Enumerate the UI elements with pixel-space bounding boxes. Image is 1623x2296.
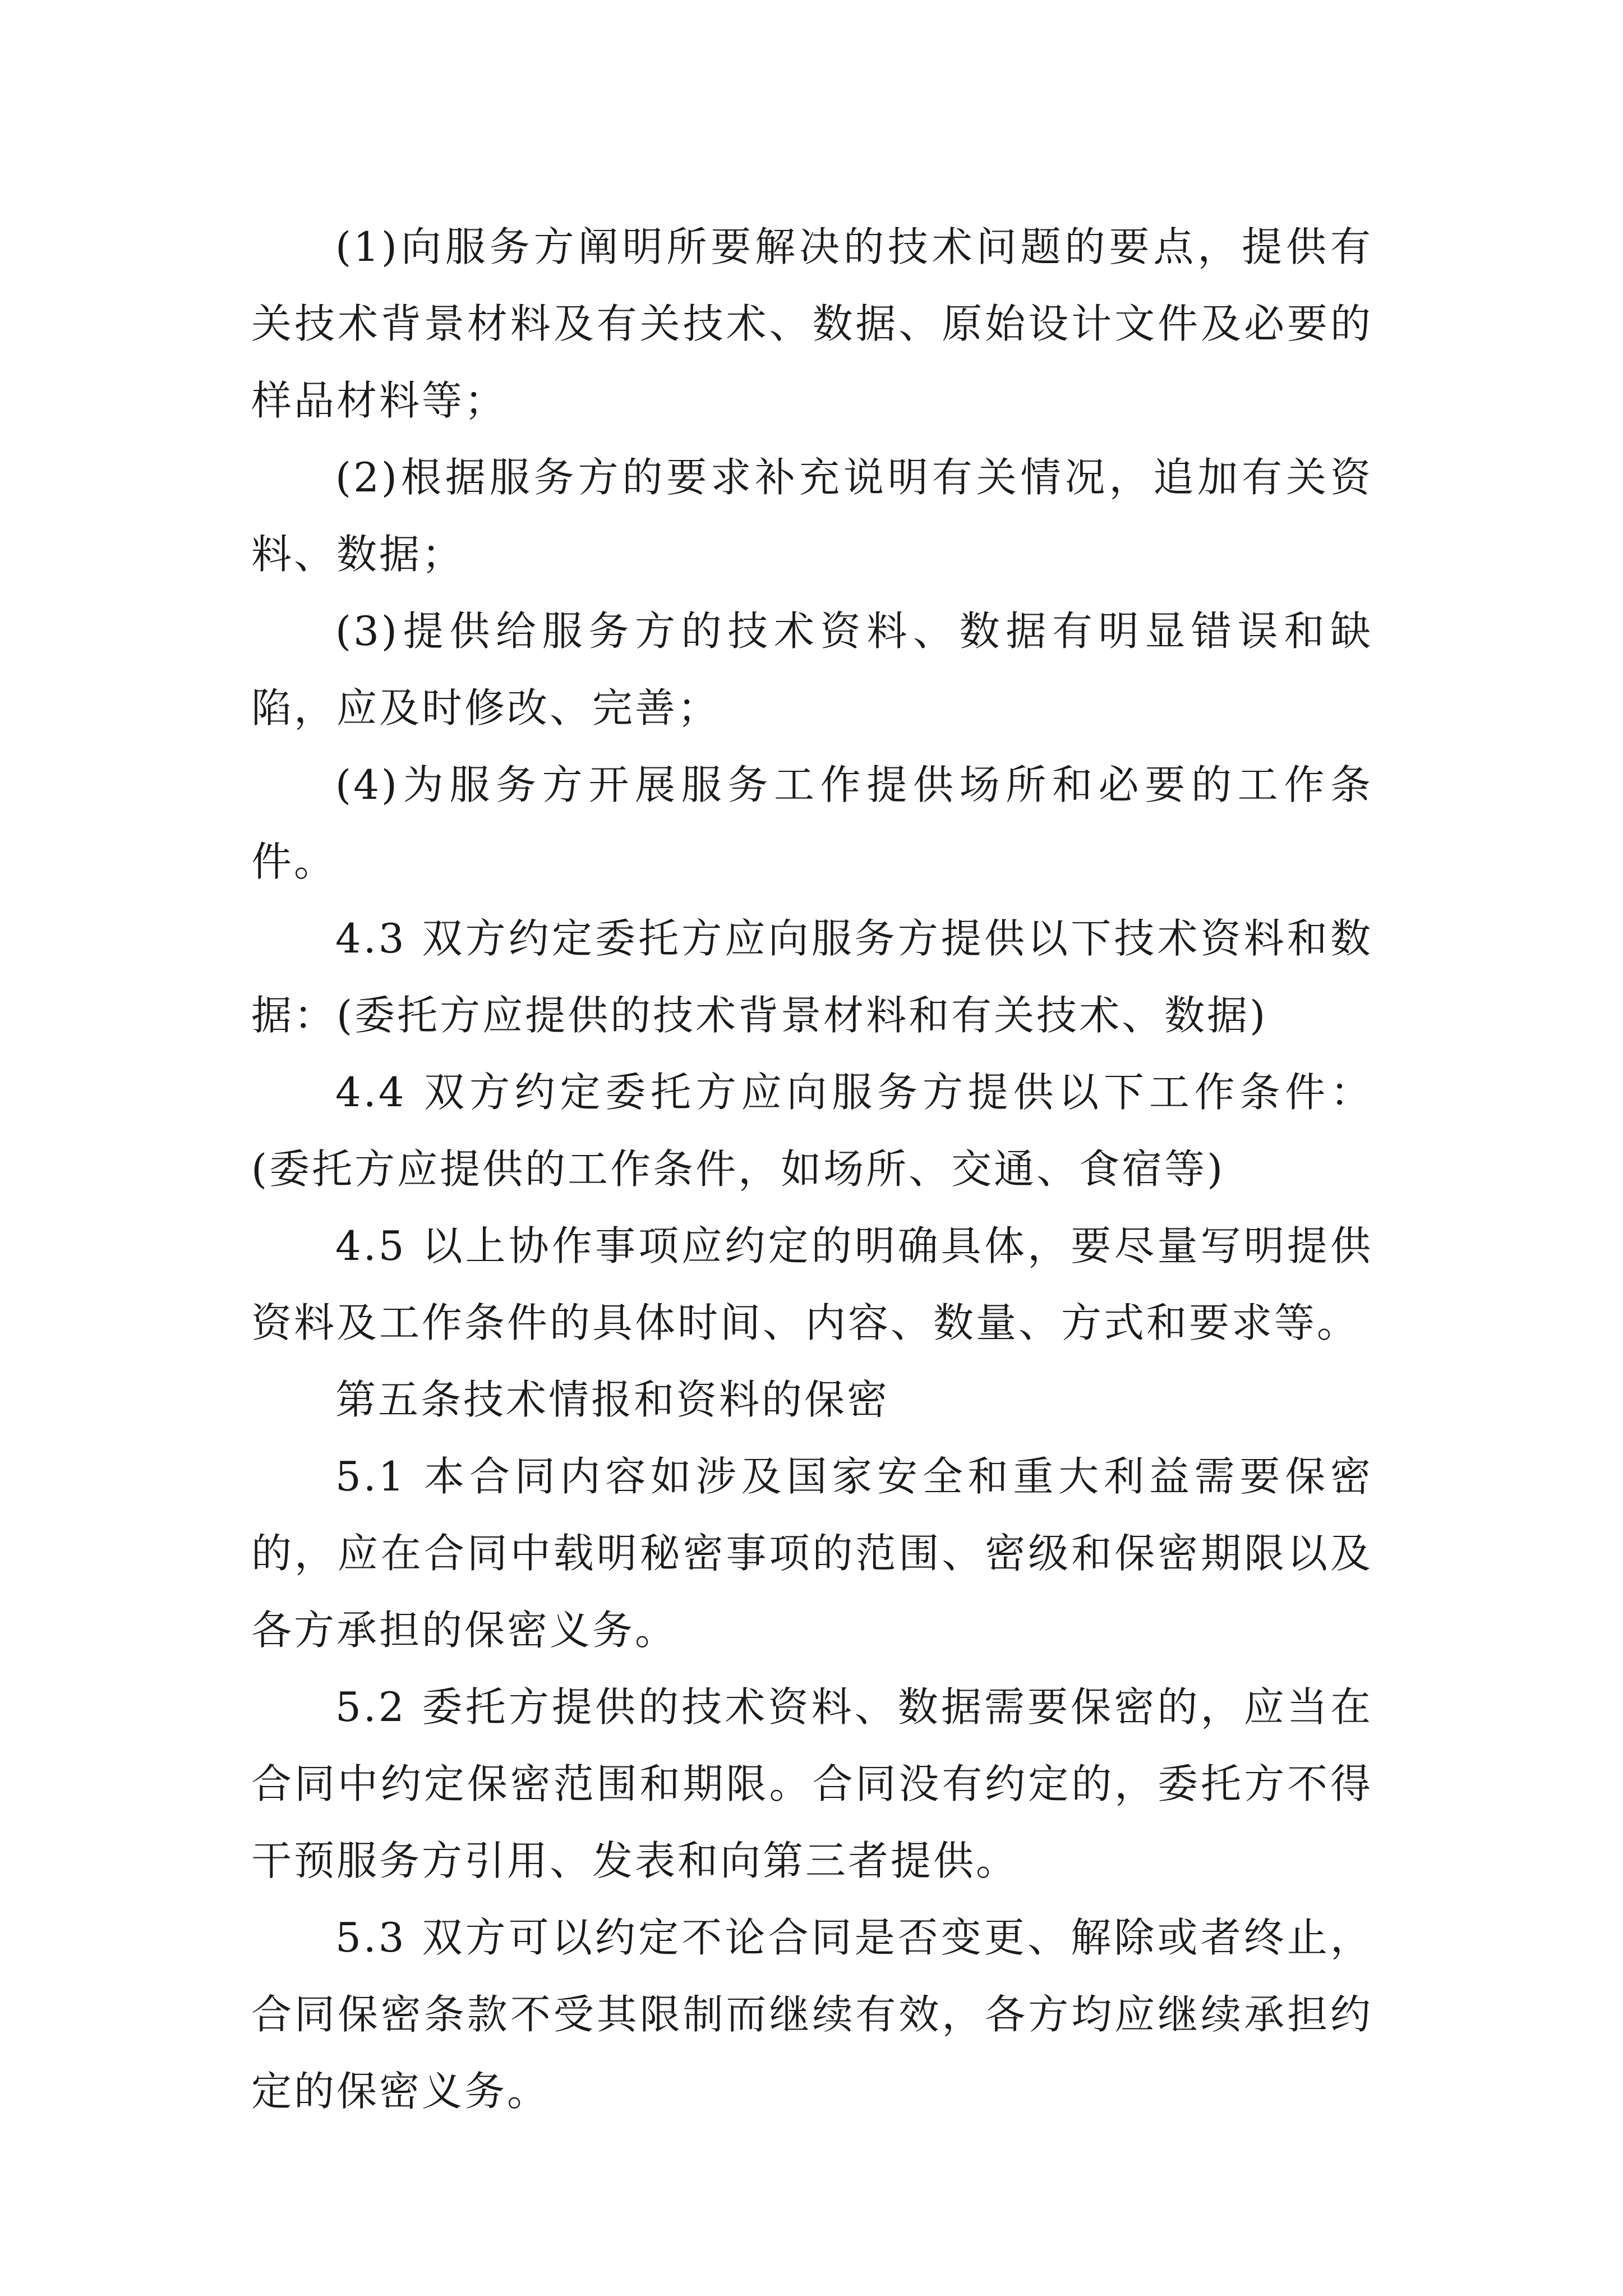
paragraph-item-3: (3)提供给服务方的技术资料、数据有明显错误和缺陷，应及时修改、完善； xyxy=(251,608,1373,731)
paragraph-item-1: (1)向服务方阐明所要解决的技术问题的要点，提供有关技术背景材料及有关技术、数据、原始设计文件及必要的样品材料等； xyxy=(251,223,1373,424)
document-body xyxy=(251,209,1373,2130)
paragraph-clause-5-3: 5.3 双方可以约定不论合同是否变更、解除或者终止，合同保密条款不受其限制而继续有效，各方均应继续承担约定的保密义务。 xyxy=(251,1914,1373,2115)
paragraph-clause-4-3: 4.3 双方约定委托方应向服务方提供以下技术资料和数据：(委托方应提供的技术背景材料和有关技术、数据) xyxy=(251,915,1373,1039)
paragraph-clause-5-1: 5.1 本合同内容如涉及国家安全和重大利益需要保密的，应在合同中载明秘密事项的范围、密级和保密期限以及各方承担的保密义务。 xyxy=(251,1453,1373,1654)
paragraph-item-2: (2)根据服务方的要求补充说明有关情况，追加有关资料、数据； xyxy=(251,454,1373,578)
paragraph-clause-4-5: 4.5 以上协作事项应约定的明确具体，要尽量写明提供资料及工作条件的具体时间、内容、数量、方式和要求等。 xyxy=(251,1222,1373,1346)
paragraph-clause-4-4: 4.4 双方约定委托方应向服务方提供以下工作条件：(委托方应提供的工作条件，如场所、交通、食宿等) xyxy=(251,1069,1373,1193)
section-heading-article-5: 第五条技术情报和资料的保密 xyxy=(335,1376,890,1423)
paragraph-item-4: (4)为服务方开展服务工作提供场所和必要的工作条件。 xyxy=(251,761,1373,885)
paragraph-clause-5-2: 5.2 委托方提供的技术资料、数据需要保密的，应当在合同中约定保密范围和期限。合同没有约定的，委托方不得干预服务方引用、发表和向第三者提供。 xyxy=(251,1683,1373,1884)
